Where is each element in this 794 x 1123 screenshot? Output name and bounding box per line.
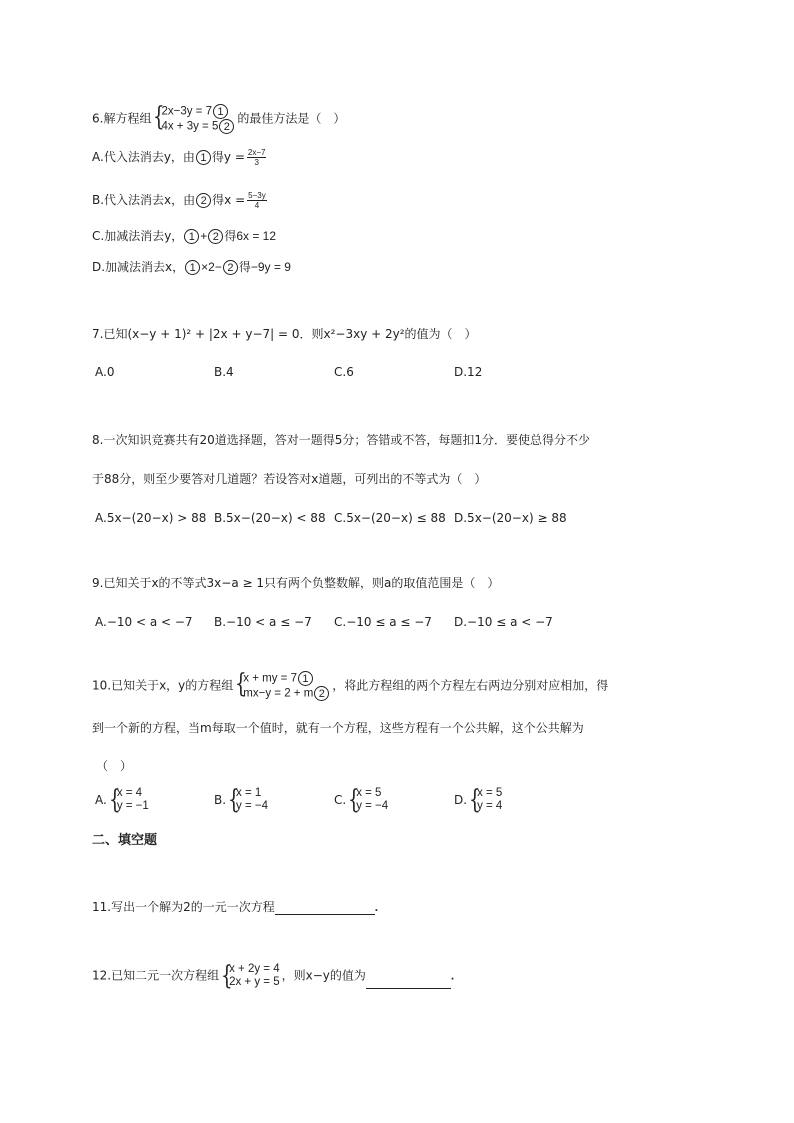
circled-2: 2: [208, 229, 223, 244]
q10-option-b[interactable]: B. { x = 1 y = −4: [214, 785, 269, 815]
q10-equation-system: { x + my = 7 1 mx−y = 2 + m 2: [235, 671, 330, 701]
q6-option-d[interactable]: D.加减法消去x， 1 ×2− 2 得−9y = 9: [92, 260, 291, 274]
answer-blank[interactable]: [275, 900, 375, 915]
q7-option-a[interactable]: A.0: [95, 365, 115, 379]
q8-option-a[interactable]: A.5x−(20−x) > 88: [95, 511, 207, 525]
q8-line2: 于88分，则至少要答对几道题？若设答对x道题，可列出的不等式为（ ）: [92, 472, 487, 486]
q10-stem-line1: 10.已知关于x，y的方程组 { x + my = 7 1 mx−y = 2 + m 2 ，将此方程组的两个方程左右两边分别对应相加，得: [92, 669, 609, 700]
circled-1: 1: [213, 104, 228, 119]
q10-stem-line3: （ ）: [96, 759, 133, 773]
q7-option-d[interactable]: D.12: [454, 365, 483, 379]
q7-stem: 7.已知(x−y + 1)² + |2x + y−7| = 0．则x²−3xy + 2y²的值为（ ）: [92, 327, 477, 341]
q10-option-d[interactable]: D. { x = 5 y = 4: [454, 785, 503, 815]
q10-option-a[interactable]: A. { x = 4 y = −1: [95, 785, 149, 815]
circled-1: 1: [196, 150, 211, 165]
q9-stem: 9.已知关于x的不等式3x−a ≥ 1只有两个负整数解，则a的取值范围是（ ）: [92, 576, 500, 590]
circled-1: 1: [185, 260, 200, 275]
fraction: $\frac{2x-7}{3}$: [247, 148, 266, 167]
circled-1: 1: [184, 229, 199, 244]
q6-option-b[interactable]: B.代入法消去x，由 2 得x = $\frac{5-3y}{4}$: [92, 191, 266, 210]
answer-blank[interactable]: [366, 974, 451, 989]
q8-line1: 8.一次知识竞赛共有20道选择题，答对一题得5分；答错或不答，每题扣1分．要使总得分不少: [92, 433, 590, 447]
q6-stem: [92, 104, 345, 134]
q12-equation-system: { x + 2y = 4 2x + y = 5: [221, 961, 280, 991]
q7-option-b[interactable]: B.4: [214, 365, 234, 379]
circled-2: 2: [314, 686, 329, 701]
section-heading: 二、填空题: [92, 833, 158, 848]
q6-option-a[interactable]: A.代入法消去y，由 1 得y = $\frac{2x-7}{3}$: [92, 148, 266, 167]
circled-1: 1: [298, 671, 313, 686]
q10-option-c[interactable]: C. { x = 5 y = −4: [334, 785, 389, 815]
fraction: $\frac{5-3y}{4}$: [248, 191, 266, 210]
circled-2: 2: [219, 119, 234, 134]
q6-suffix: 的最佳方法是（ ）: [237, 111, 346, 126]
q9-option-d[interactable]: D.−10 ≤ a < −7: [454, 615, 553, 629]
q7-option-c[interactable]: C.6: [334, 365, 354, 379]
q9-option-c[interactable]: C.−10 ≤ a ≤ −7: [334, 615, 432, 629]
q12-stem: 12.已知二元一次方程组 { x + 2y = 4 2x + y = 5 ，则x−y的值为 .: [92, 961, 455, 991]
q6-equation-system: { 2x−3y = 7 1 4x + 3y = 5 2: [153, 104, 235, 134]
q9-option-b[interactable]: B.−10 < a ≤ −7: [214, 615, 312, 629]
q6-option-c[interactable]: C.加减法消去y， 1 + 2 得6x = 12: [92, 229, 277, 243]
q10-stem-line2: 到一个新的方程，当m每取一个值时，就有一个方程，这些方程有一个公共解，这个公共解为: [92, 721, 584, 735]
q8-option-b[interactable]: B.5x−(20−x) < 88: [214, 511, 326, 525]
circled-2: 2: [223, 260, 238, 275]
q6-eq1: 2x−3y = 7 1: [161, 104, 235, 119]
q6-prefix: 6.解方程组: [92, 111, 152, 126]
q11-stem: 11.写出一个解为2的一元一次方程 .: [92, 900, 379, 914]
q6-eq2: 4x + 3y = 5 2: [161, 119, 235, 134]
circled-2: 2: [196, 193, 211, 208]
q9-option-a[interactable]: A.−10 < a < −7: [95, 615, 193, 629]
q8-option-c[interactable]: C.5x−(20−x) ≤ 88: [334, 511, 446, 525]
q8-option-d[interactable]: D.5x−(20−x) ≥ 88: [454, 511, 567, 525]
